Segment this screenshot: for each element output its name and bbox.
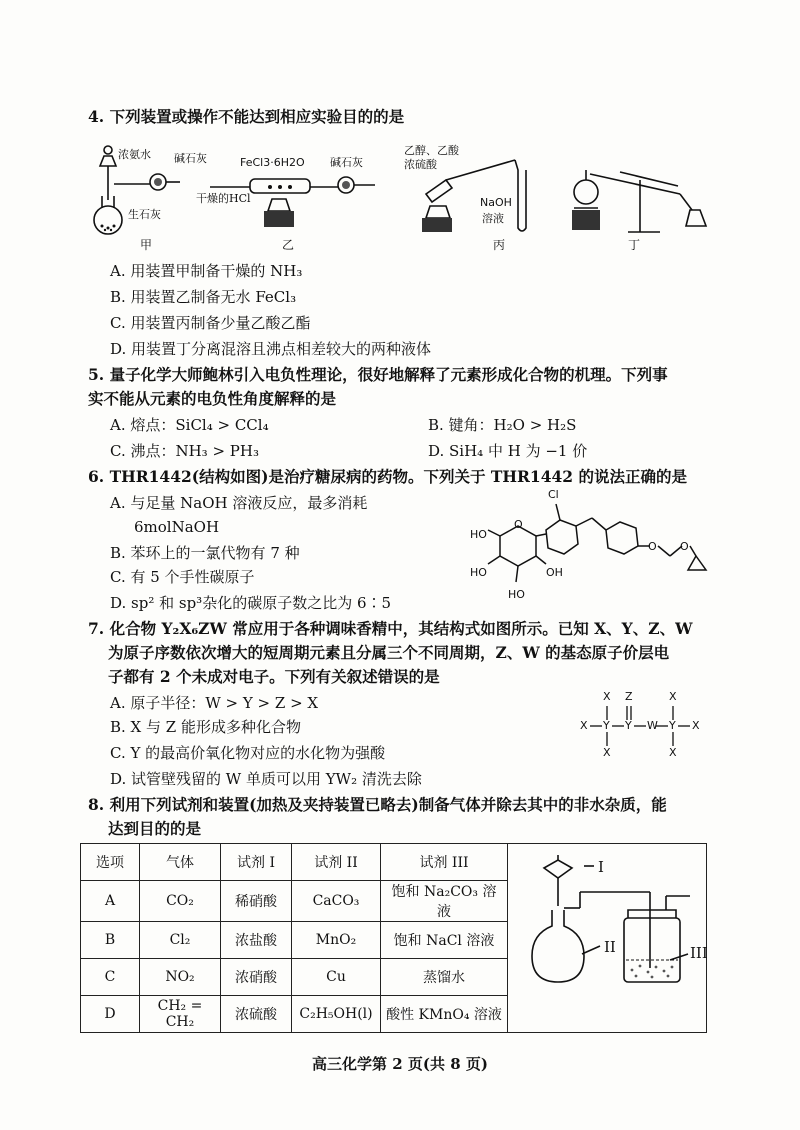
q6-option-a: A. 与足量 NaOH 溶液反应，最多消耗: [110, 494, 368, 512]
jia-label: 甲: [140, 238, 153, 252]
q8-cell: NO₂: [140, 959, 221, 996]
q6-stem: 6. THR1442(结构如图)是治疗糖尿病的药物。下列关于 THR1442 的说法正确的是: [88, 467, 687, 486]
q8-cell: C₂H₅OH(l): [292, 996, 381, 1033]
q7-x-right: X: [692, 719, 700, 732]
q8-header-cell: 试剂 I: [221, 844, 292, 881]
q5-stem-2: 实不能从元素的电负性角度解释的是: [88, 389, 337, 408]
jia-reagent-side: 碱石灰: [174, 152, 207, 165]
q7-x-top-1: X: [603, 690, 611, 703]
q4-option-d: D. 用装置丁分离混溶且沸点相差较大的两种液体: [110, 340, 432, 358]
q7-y-1: Y: [603, 719, 610, 732]
q8-cell: Cl₂: [140, 922, 221, 959]
q8-cell: 蒸馏水: [381, 959, 508, 996]
q8-header-cell: 气体: [140, 844, 221, 881]
q6-option-d: D. sp² 和 sp³杂化的碳原子数之比为 6∶5: [110, 594, 392, 612]
ding-label: 丁: [628, 238, 641, 252]
q8-cell: 浓硫酸: [221, 996, 292, 1033]
thr-ho-3: HO: [508, 588, 525, 601]
q8-stem-1: 8. 利用下列试剂和装置(加热及夹持装置已略去)制备气体并除去其中的非水杂质，能: [88, 795, 667, 814]
q8-cell: Cu: [292, 959, 381, 996]
q7-stem-3: 子都有 2 个未成对电子。下列有关叙述错误的是: [108, 667, 440, 686]
q8-cell: CaCO₃: [292, 881, 381, 922]
q7-y-3: Y: [669, 719, 676, 732]
q8-header-cell: 试剂 II: [292, 844, 381, 881]
q8-cell: 饱和 Na₂CO₃ 溶液: [381, 881, 508, 922]
thr-o-ether-1: O: [648, 540, 657, 553]
thr-o-ether-2: O: [680, 540, 689, 553]
q8-cell: 浓盐酸: [221, 922, 292, 959]
q8-cell: 浓硝酸: [221, 959, 292, 996]
q7-x-left: X: [580, 719, 588, 732]
q7-option-b: B. X 与 Z 能形成多种化合物: [110, 718, 301, 736]
q7-x-bottom-1: X: [603, 746, 611, 759]
q8-cell: CO₂: [140, 881, 221, 922]
q7-y-2: Y: [625, 719, 632, 732]
q7-option-c: C. Y 的最高价氧化物对应的水化物为强酸: [110, 744, 386, 762]
bing-reagent-2: 浓硫酸: [404, 158, 437, 171]
jia-reagent-top: 浓氨水: [118, 148, 151, 161]
q8-label-ii: II: [604, 938, 616, 956]
q8-stem-2: 达到目的的是: [108, 819, 202, 838]
q4-option-b: B. 用装置乙制备无水 FeCl₃: [110, 288, 297, 306]
jia-reagent-flask: 生石灰: [128, 208, 161, 221]
q8-cell: 酸性 KMnO₄ 溶液: [381, 996, 508, 1033]
q8-cell: MnO₂: [292, 922, 381, 959]
thr-cl: Cl: [548, 488, 559, 501]
q7-x-bottom-2: X: [669, 746, 677, 759]
yi-reagent-side: 碱石灰: [330, 156, 363, 169]
q6-option-b: B. 苯环上的一氯代物有 7 种: [110, 544, 300, 562]
q7-stem-1: 7. 化合物 Y₂X₆ZW 常应用于各种调味香精中，其结构式如图所示。已知 X、Y、Z、W: [88, 619, 693, 638]
q5-option-c: C. 沸点：NH₃ > PH₃: [110, 442, 259, 460]
yi-gas-in: 干燥的HCl: [196, 192, 251, 205]
q8-header-cell: 选项: [81, 844, 140, 881]
thr-ho-2: HO: [470, 566, 487, 579]
q7-option-a: A. 原子半径：W > Y > Z > X: [110, 694, 319, 712]
q7-structure-bonds: [580, 690, 710, 760]
q8-cell: D: [81, 996, 140, 1033]
q5-option-a: A. 熔点：SiCl₄ > CCl₄: [110, 416, 269, 434]
thr-o-ring: O: [514, 518, 523, 531]
q8-cell: 稀硝酸: [221, 881, 292, 922]
q8-cell: A: [81, 881, 140, 922]
q4-stem: 4. 下列装置或操作不能达到相应实验目的的是: [88, 107, 405, 126]
q5-option-d: D. SiH₄ 中 H 为 −1 价: [428, 442, 588, 460]
bing-label: 丙: [493, 238, 506, 252]
q7-x-top-2: X: [669, 690, 677, 703]
q6-option-a-cont: 6molNaOH: [134, 518, 220, 536]
yi-reagent-tube: FeCl3·6H2O: [240, 156, 305, 169]
thr-oh: OH: [546, 566, 563, 579]
q7-w: W: [647, 719, 658, 732]
q4-option-c: C. 用装置丙制备少量乙酸乙酯: [110, 314, 311, 332]
bing-reagent-1: 乙醇、乙酸: [404, 144, 459, 157]
q7-stem-2: 为原子序数依次增大的短周期元素且分属三个不同周期，Z、W 的基态原子价层电: [108, 643, 670, 662]
yi-label: 乙: [282, 238, 295, 252]
q7-option-d: D. 试管壁残留的 W 单质可以用 YW₂ 清洗去除: [110, 770, 422, 788]
q8-cell: CH₂ = CH₂: [140, 996, 221, 1033]
q8-apparatus: [520, 850, 710, 1000]
apparatus-ding: [560, 150, 720, 240]
q8-label-i: I: [598, 858, 604, 876]
page-footer: 高三化学第 2 页(共 8 页): [312, 1055, 488, 1073]
bing-receiver-2: 溶液: [482, 212, 504, 225]
q8-label-iii: III: [690, 944, 708, 962]
q7-z-top: Z: [625, 690, 633, 703]
q8-cell: B: [81, 922, 140, 959]
q5-option-b: B. 键角：H₂O > H₂S: [428, 416, 577, 434]
thr-ho-1: HO: [470, 528, 487, 541]
q4-option-a: A. 用装置甲制备干燥的 NH₃: [110, 262, 303, 280]
q8-cell: C: [81, 959, 140, 996]
q8-header-cell: 试剂 III: [381, 844, 508, 881]
q6-option-c: C. 有 5 个手性碳原子: [110, 568, 255, 586]
bing-receiver-1: NaOH: [480, 196, 512, 209]
q5-stem-1: 5. 量子化学大师鲍林引入电负性理论，很好地解释了元素形成化合物的机理。下列事: [88, 365, 668, 384]
q8-cell: 饱和 NaCl 溶液: [381, 922, 508, 959]
